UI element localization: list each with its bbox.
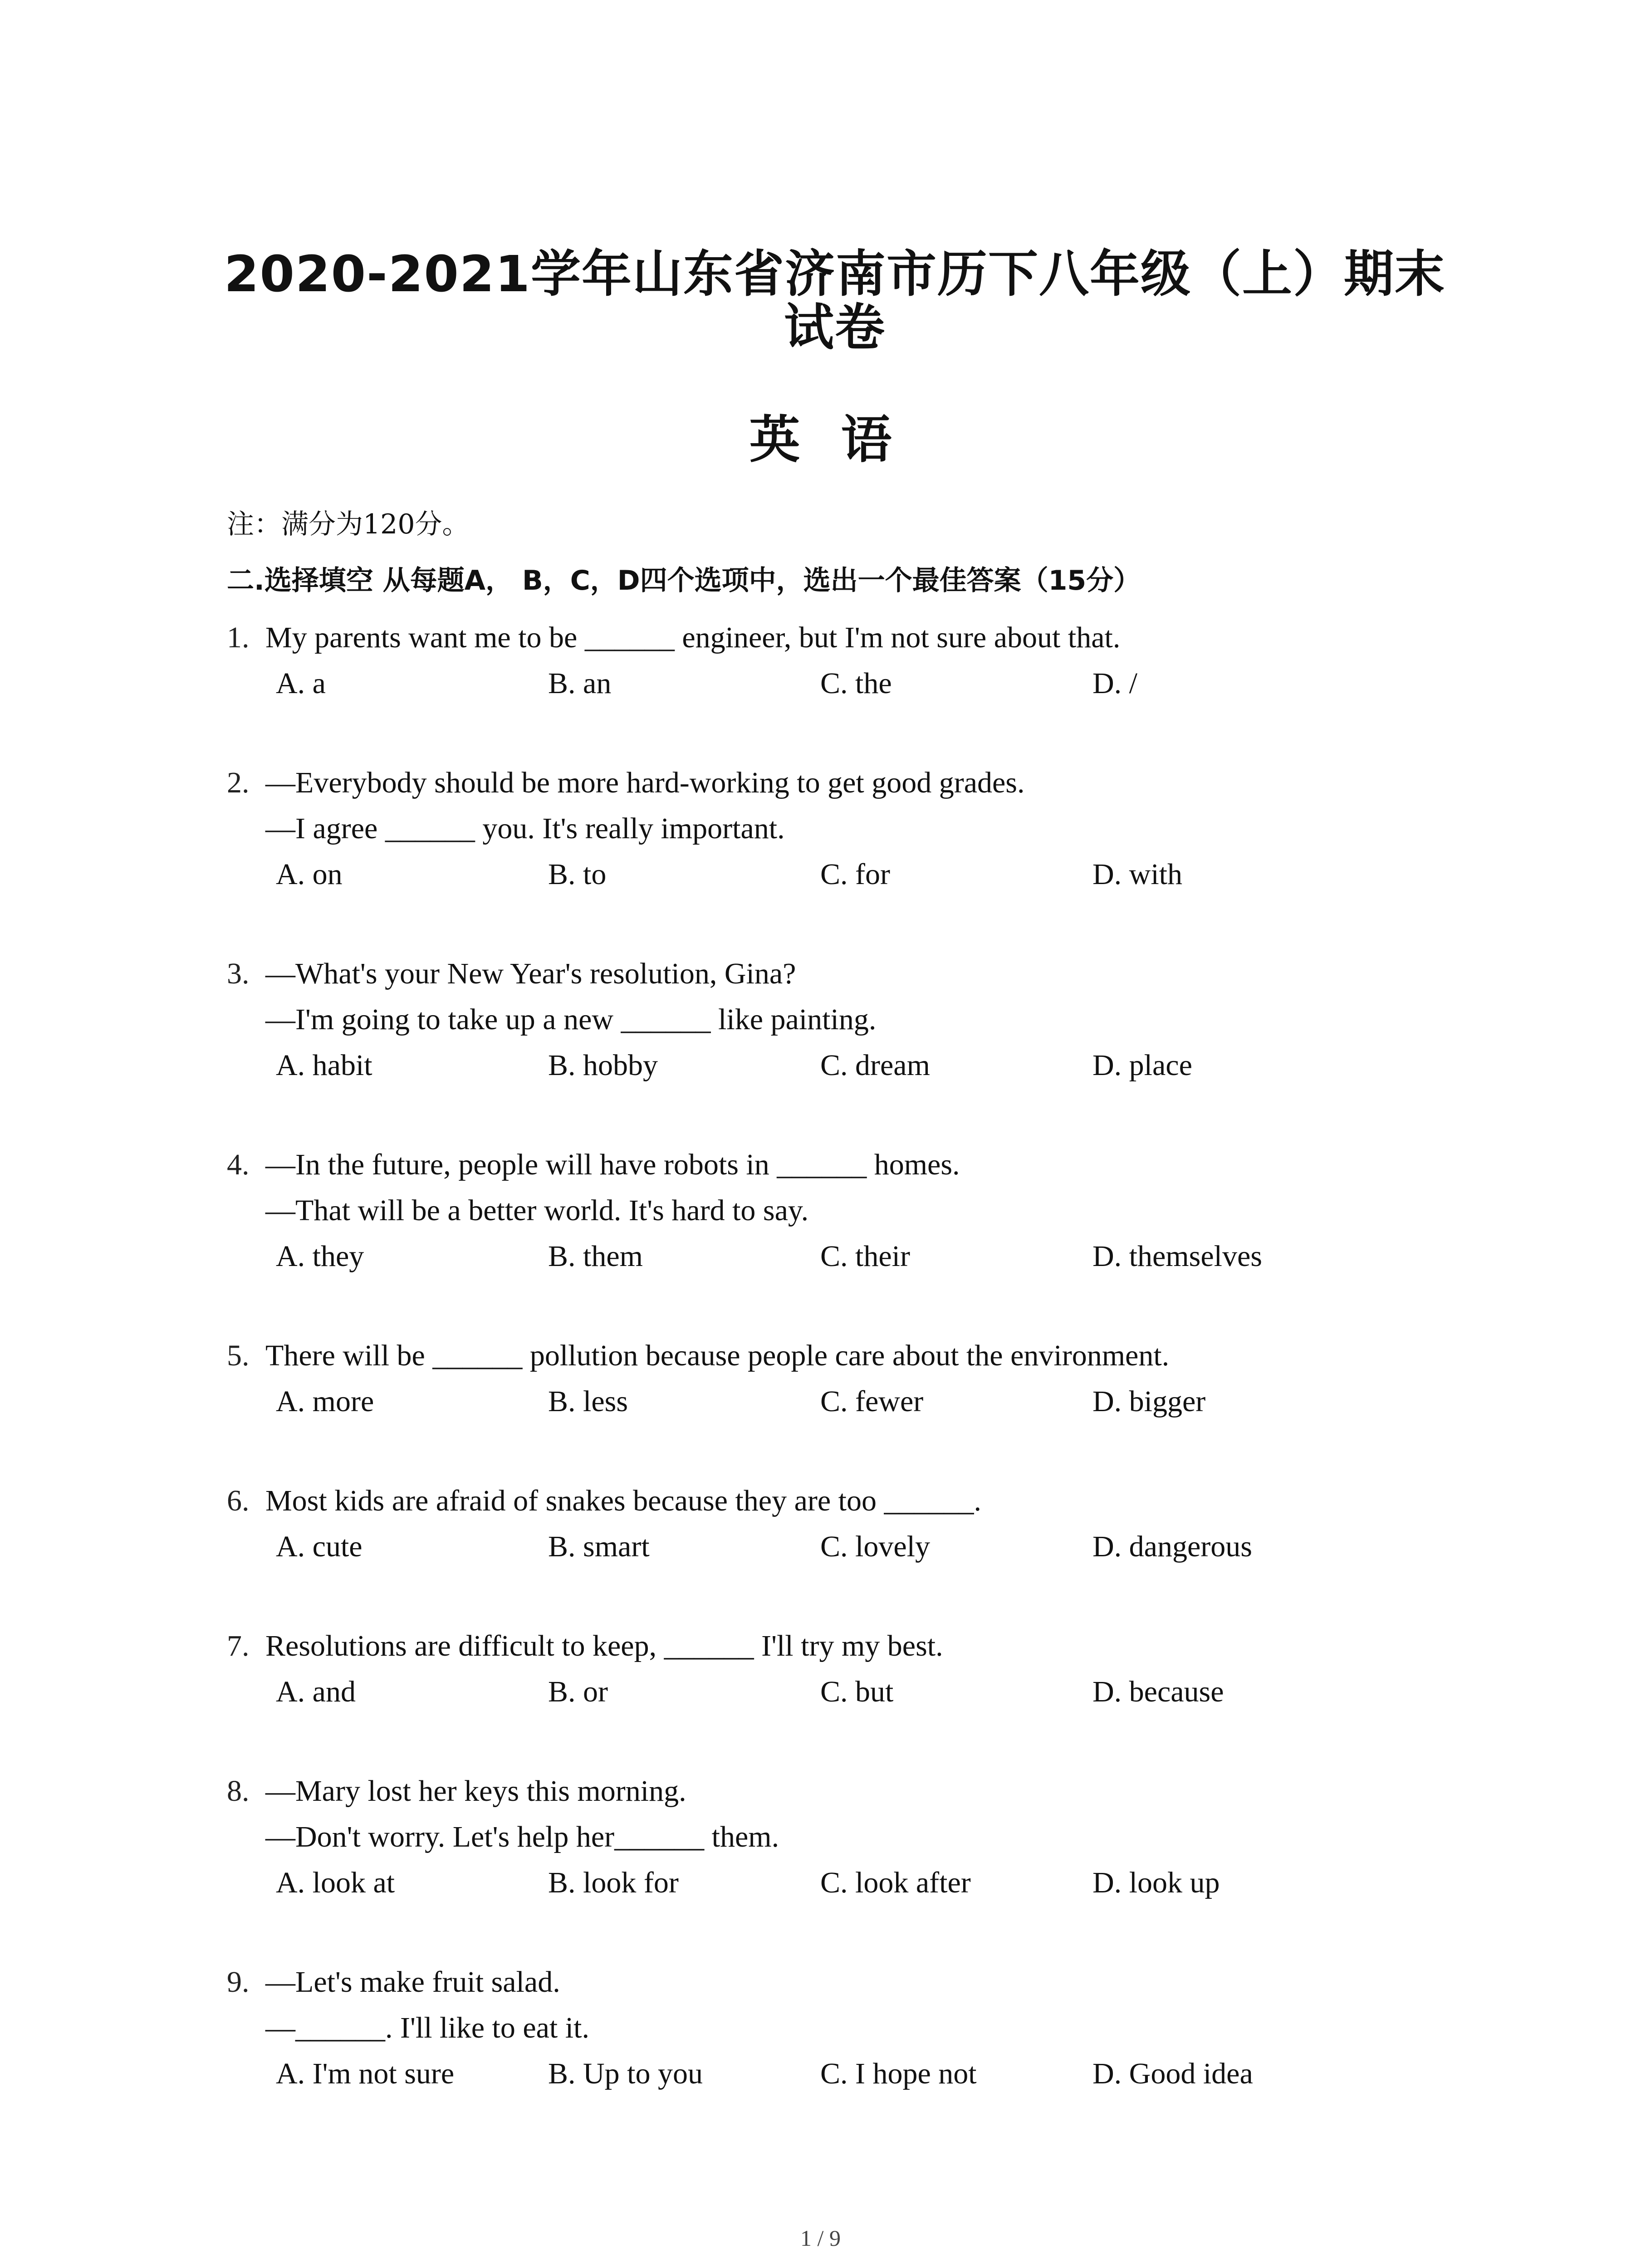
- question-number: 2.: [227, 766, 250, 799]
- answer-option-a: A. look at: [276, 1866, 395, 1899]
- section-heading: 二.选择填空 从每题A， B，C，D四个选项中，选出一个最佳答案（15分）: [227, 565, 1141, 596]
- question-line: [227, 615, 1452, 660]
- answer-option-c: C. the: [820, 667, 892, 700]
- question-line: [227, 997, 1452, 1042]
- answer-option-a: A. a: [276, 667, 326, 700]
- question-line: [227, 1623, 1452, 1669]
- question-text: My parents want me to be ______ engineer, but I'm not sure about that.: [265, 621, 1121, 654]
- answer-option-b: B. less: [548, 1385, 628, 1418]
- answer-option-a: A. cute: [276, 1530, 362, 1563]
- answer-option-c: C. lovely: [820, 1530, 930, 1563]
- question-item: [227, 1623, 1452, 1768]
- answer-option-d: D. Good idea: [1092, 2057, 1253, 2090]
- question-line: [227, 760, 1452, 806]
- answer-option-c: C. but: [820, 1675, 894, 1708]
- answer-option-d: D. with: [1092, 858, 1182, 891]
- question-item: [227, 615, 1452, 760]
- question-list: [227, 615, 1452, 2097]
- question-number: 4.: [227, 1148, 250, 1181]
- document-title: 2020-2021学年山东省济南市历下八年级（上）期末试卷: [224, 245, 1445, 357]
- page-number: 1 / 9: [800, 2225, 841, 2251]
- answer-option-d: D. themselves: [1092, 1240, 1262, 1273]
- answer-option-b: B. to: [548, 858, 607, 891]
- question-text: —Don't worry. Let's help her______ them.: [265, 1820, 779, 1853]
- question-number: 1.: [227, 621, 250, 654]
- question-item: [227, 1478, 1452, 1623]
- question-line: [227, 951, 1452, 997]
- answer-options: [227, 1042, 1452, 1088]
- question-text: —Everybody should be more hard-working to get good grades.: [265, 766, 1025, 799]
- question-line: [227, 1768, 1452, 1814]
- question-text: —I'm going to take up a new ______ like painting.: [265, 1003, 877, 1036]
- answer-option-b: B. look for: [548, 1866, 679, 1899]
- answer-option-a: A. and: [276, 1675, 356, 1708]
- answer-option-b: B. an: [548, 667, 612, 700]
- answer-option-c: C. dream: [820, 1049, 930, 1082]
- question-item: [227, 760, 1452, 951]
- question-number: 9.: [227, 1965, 250, 1999]
- answer-option-a: A. on: [276, 858, 343, 891]
- question-item: [227, 951, 1452, 1142]
- answer-option-b: B. smart: [548, 1530, 650, 1563]
- question-line: [227, 1959, 1452, 2005]
- answer-option-d: D. because: [1092, 1675, 1224, 1708]
- question-item: [227, 1142, 1452, 1333]
- answer-options: [227, 1669, 1452, 1715]
- answer-options: [227, 1860, 1452, 1906]
- answer-options: [227, 851, 1452, 897]
- answer-option-d: D. dangerous: [1092, 1530, 1252, 1563]
- question-line: [227, 1333, 1452, 1378]
- answer-option-d: D. bigger: [1092, 1385, 1206, 1418]
- question-line: [227, 1142, 1452, 1188]
- answer-option-a: A. habit: [276, 1049, 372, 1082]
- answer-option-a: A. more: [276, 1385, 374, 1418]
- question-line: [227, 2005, 1452, 2051]
- question-number: 6.: [227, 1484, 250, 1517]
- question-number: 5.: [227, 1339, 250, 1372]
- question-number: 7.: [227, 1629, 250, 1662]
- answer-option-c: C. fewer: [820, 1385, 924, 1418]
- question-text: There will be ______ pollution because people care about the environment.: [265, 1339, 1170, 1372]
- answer-option-c: C. look after: [820, 1866, 971, 1899]
- answer-options: [227, 660, 1452, 706]
- answer-option-d: D. /: [1092, 667, 1137, 700]
- answer-option-b: B. Up to you: [548, 2057, 703, 2090]
- question-item: [227, 1959, 1452, 2097]
- question-line: [227, 1478, 1452, 1524]
- question-text: —In the future, people will have robots in ______ homes.: [265, 1148, 960, 1181]
- answer-option-b: B. them: [548, 1240, 643, 1273]
- question-text: —I agree ______ you. It's really important.: [265, 812, 785, 845]
- question-text: —What's your New Year's resolution, Gina?: [265, 957, 796, 990]
- answer-options: [227, 1378, 1452, 1424]
- answer-option-d: D. look up: [1092, 1866, 1220, 1899]
- answer-options: [227, 2051, 1452, 2097]
- answer-option-c: C. their: [820, 1240, 910, 1273]
- answer-option-c: C. I hope not: [820, 2057, 977, 2090]
- question-line: [227, 1188, 1452, 1233]
- subject-heading: 英语: [749, 410, 933, 469]
- answer-option-b: B. or: [548, 1675, 608, 1708]
- answer-options: [227, 1524, 1452, 1569]
- question-text: —That will be a better world. It's hard to say.: [265, 1194, 809, 1227]
- question-item: [227, 1768, 1452, 1959]
- question-item: [227, 1333, 1452, 1478]
- question-text: Most kids are afraid of snakes because they are too ______.: [265, 1484, 982, 1517]
- question-line: [227, 806, 1452, 851]
- score-note: 注：满分为120分。: [227, 508, 470, 540]
- question-text: —Let's make fruit salad.: [265, 1965, 560, 1999]
- answer-option-c: C. for: [820, 858, 890, 891]
- question-text: —______. I'll like to eat it.: [265, 2011, 589, 2044]
- question-number: 8.: [227, 1774, 250, 1808]
- question-text: Resolutions are difficult to keep, ______ I'll try my best.: [265, 1629, 943, 1662]
- question-line: [227, 1814, 1452, 1860]
- answer-option-a: A. they: [276, 1240, 364, 1273]
- answer-options: [227, 1233, 1452, 1279]
- answer-option-d: D. place: [1092, 1049, 1192, 1082]
- question-number: 3.: [227, 957, 250, 990]
- answer-option-b: B. hobby: [548, 1049, 658, 1082]
- answer-option-a: A. I'm not sure: [276, 2057, 455, 2090]
- question-text: —Mary lost her keys this morning.: [265, 1774, 686, 1808]
